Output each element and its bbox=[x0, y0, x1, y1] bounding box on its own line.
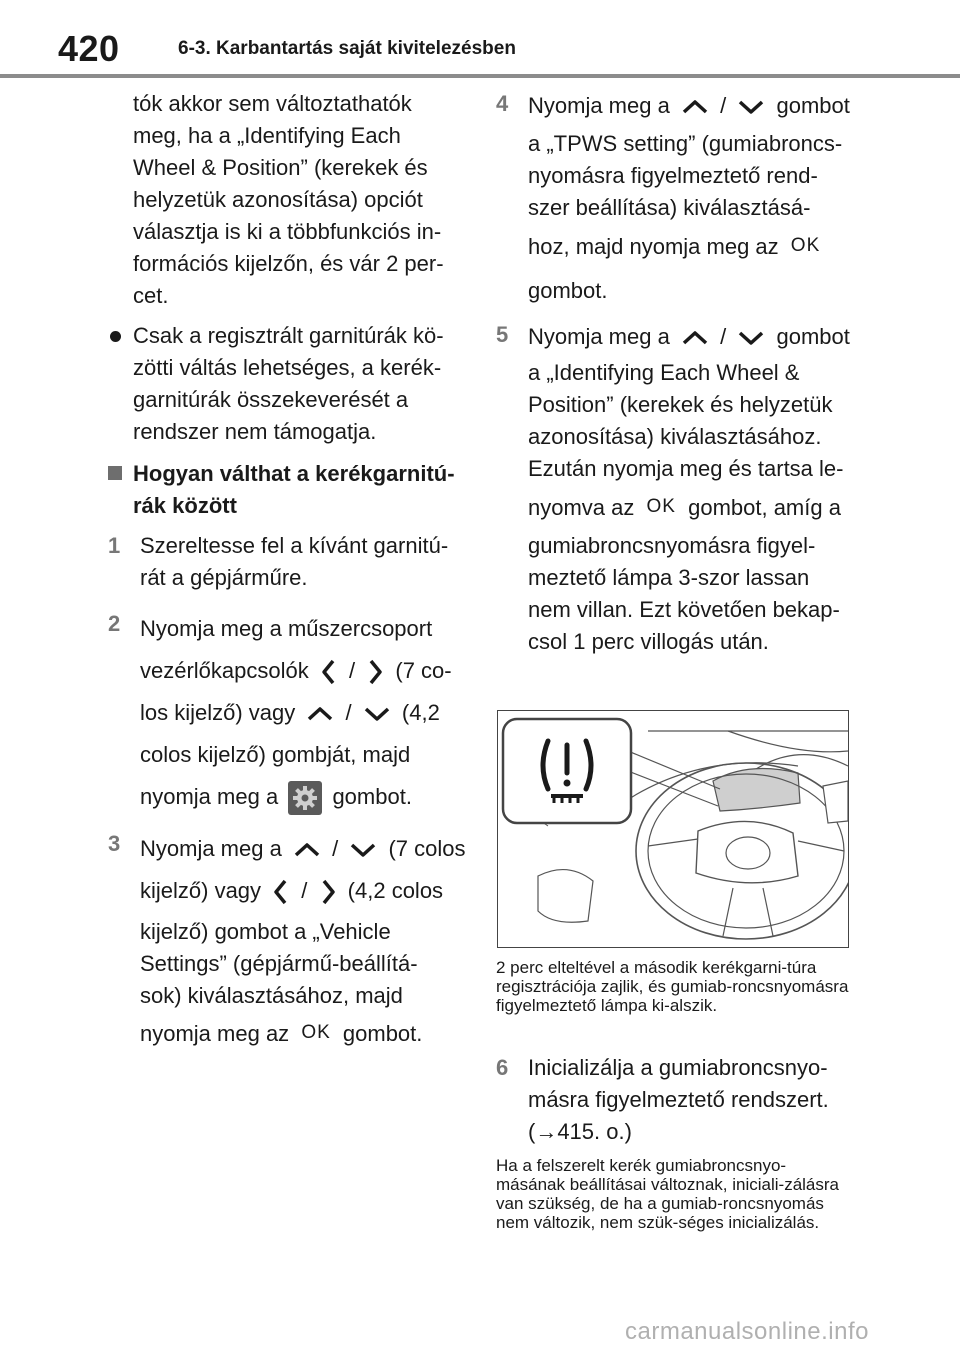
text-line: másra figyelmeztető rendszert. bbox=[528, 1087, 829, 1112]
step-2 bbox=[108, 608, 468, 818]
watermark: carmanualsonline.info bbox=[625, 1318, 869, 1345]
text-line bbox=[528, 269, 856, 313]
text-fragment: (7 colos bbox=[388, 836, 466, 861]
text-fragment: gombot bbox=[776, 324, 850, 349]
settings-gear-icon bbox=[288, 781, 322, 815]
text-fragment: gombot. bbox=[528, 278, 608, 303]
text-line: cet. bbox=[133, 283, 169, 308]
step-number: 4 bbox=[496, 91, 509, 116]
text-line: Ezután nyomja meg és tartsa le- bbox=[528, 456, 844, 481]
text-fragment: Nyomja meg a bbox=[140, 836, 282, 861]
intro-paragraph bbox=[108, 88, 468, 312]
text-line: helyzetük azonosítása) opciót bbox=[133, 187, 423, 212]
text-fragment: hoz, majd nyomja meg az bbox=[528, 234, 779, 259]
text-line: formációs kijelzőn, és vár 2 per- bbox=[133, 251, 444, 276]
step-1 bbox=[108, 530, 468, 594]
slash: / bbox=[345, 700, 352, 725]
text-fragment: nyomja meg a bbox=[140, 784, 279, 809]
text-line bbox=[528, 485, 856, 530]
text-line: választja is ki a többfunkciós in- bbox=[133, 219, 442, 244]
text-fragment: vezérlőkapcsolók bbox=[140, 658, 309, 683]
text-line: gumiabroncsnyomásra figyel- bbox=[528, 533, 816, 558]
text-line: rát a gépjárműre. bbox=[140, 565, 308, 590]
section-title: 6-3. Karbantartás saját kivitelezésben bbox=[178, 38, 516, 59]
text-fragment: los kijelző) vagy bbox=[140, 700, 296, 725]
text-line: Inicializálja a gumiabroncsnyo- bbox=[528, 1055, 828, 1080]
bullet-item bbox=[108, 320, 468, 448]
text-line: colos kijelző) gombját, majd bbox=[140, 742, 411, 767]
text-line: a „Identifying Each Wheel & bbox=[528, 360, 800, 385]
header-divider bbox=[0, 74, 960, 78]
chevron-right-icon bbox=[365, 657, 385, 687]
text-fragment: gombot bbox=[776, 93, 850, 118]
text-line: Szereltesse fel a kívánt garnitú- bbox=[140, 533, 449, 558]
step-number: 3 bbox=[108, 831, 121, 856]
chevron-left-icon bbox=[271, 877, 291, 907]
text-line bbox=[140, 828, 468, 870]
text-fragment: (4,2 colos bbox=[347, 878, 444, 903]
text-line: Settings” (gépjármű-beállítá- bbox=[140, 951, 418, 976]
text-line: csol 1 perc villogás után. bbox=[528, 629, 769, 654]
page-header bbox=[0, 0, 960, 80]
figure-caption: 2 perc elteltével a második kerékgarni-túra regisztrációja zajlik, és gumiab-roncsnyomásra figyelmeztető lámpa ki-alszik. bbox=[496, 958, 849, 1015]
text-line bbox=[140, 1012, 468, 1055]
subheading-line: rák között bbox=[133, 493, 237, 518]
text-line: rendszer nem támogatja. bbox=[133, 419, 377, 444]
text-line bbox=[140, 692, 468, 734]
slash: / bbox=[720, 324, 727, 349]
text-line: nem villan. Ezt követően bekap- bbox=[528, 597, 840, 622]
ok-button-icon: OK bbox=[646, 496, 676, 517]
step-number: 6 bbox=[496, 1055, 509, 1080]
chevron-up-icon bbox=[292, 840, 322, 860]
text-line: (→415. o.) bbox=[528, 1119, 632, 1144]
chevron-down-icon bbox=[362, 704, 392, 724]
text-line: meztető lámpa 3-szor lassan bbox=[528, 565, 810, 590]
text-line: sok) kiválasztásához, majd bbox=[140, 983, 403, 1008]
left-column bbox=[108, 88, 468, 1055]
text-line bbox=[140, 870, 468, 912]
text-line: Wheel & Position” (kerekek és bbox=[133, 155, 428, 180]
text-fragment: nyomva az bbox=[528, 495, 635, 520]
chevron-down-icon bbox=[736, 328, 766, 348]
text-line bbox=[140, 650, 468, 692]
text-line: nyomásra figyelmeztető rend- bbox=[528, 163, 818, 188]
step-number: 1 bbox=[108, 533, 121, 558]
text-line bbox=[528, 224, 856, 269]
step-5 bbox=[496, 319, 856, 658]
subheading bbox=[108, 458, 468, 522]
chevron-down-icon bbox=[736, 97, 766, 117]
subheading-line: Hogyan válthat a kerékgarnitú- bbox=[133, 461, 455, 486]
chevron-left-icon bbox=[319, 657, 339, 687]
page-number: 420 bbox=[58, 28, 120, 69]
text-fragment: Nyomja meg a bbox=[528, 93, 670, 118]
text-fragment: (7 co- bbox=[395, 658, 452, 683]
text-line: garnitúrák összekeverését a bbox=[133, 387, 409, 412]
chevron-down-icon bbox=[348, 840, 378, 860]
text-fragment: kijelző) vagy bbox=[140, 878, 262, 903]
text-fragment: (4,2 bbox=[401, 700, 440, 725]
chevron-up-icon bbox=[305, 704, 335, 724]
bullet-dot bbox=[110, 331, 121, 342]
step-number: 5 bbox=[496, 322, 509, 347]
slash: / bbox=[332, 836, 339, 861]
slash: / bbox=[301, 878, 308, 903]
text-line: Position” (kerekek és helyzetük bbox=[528, 392, 833, 417]
text-line bbox=[528, 88, 856, 124]
slash: / bbox=[349, 658, 356, 683]
text-line: szer beállítása) kiválasztásá- bbox=[528, 195, 811, 220]
text-line: tók akkor sem változtathatók bbox=[133, 91, 412, 116]
step-3 bbox=[108, 828, 468, 1055]
chevron-up-icon bbox=[680, 97, 710, 117]
dashboard-illustration bbox=[497, 710, 849, 948]
text-fragment: gombot. bbox=[342, 1021, 423, 1046]
step-6 bbox=[496, 1052, 852, 1148]
text-fragment: Nyomja meg a bbox=[528, 324, 670, 349]
ok-button-icon: OK bbox=[301, 1022, 331, 1043]
slash: / bbox=[720, 93, 727, 118]
text-fragment: gombot. bbox=[332, 784, 412, 809]
note-text: Ha a felszerelt kerék gumiabroncsnyo-másának beállításai változnak, iniciali-zálásra van szükség, de ha a gumiab-roncsnyomás nem változik, nem szük-séges inicializálás. bbox=[496, 1156, 839, 1232]
text-line: Csak a regisztrált garnitúrák kö- bbox=[133, 323, 444, 348]
ok-button-icon: OK bbox=[790, 235, 821, 256]
text-line bbox=[140, 776, 468, 818]
text-line bbox=[528, 319, 856, 355]
text-line: kijelző) gombot a „Vehicle bbox=[140, 919, 391, 944]
step-number: 2 bbox=[108, 611, 121, 636]
text-line: a „TPWS setting” (gumiabroncs- bbox=[528, 131, 843, 156]
chevron-up-icon bbox=[680, 328, 710, 348]
step-4 bbox=[496, 88, 856, 313]
text-line: azonosítása) kiválasztásához. bbox=[528, 424, 822, 449]
right-column bbox=[496, 88, 856, 658]
chevron-right-icon bbox=[318, 877, 338, 907]
text-line: zötti váltás lehetséges, a kerék- bbox=[133, 355, 442, 380]
text-line: meg, ha a „Identifying Each bbox=[133, 123, 401, 148]
text-line: Nyomja meg a műszercsoport bbox=[140, 616, 433, 641]
text-fragment: gombot, amíg a bbox=[688, 495, 841, 520]
step-6-body bbox=[496, 1052, 852, 1148]
subheading-marker bbox=[108, 466, 122, 480]
text-fragment: nyomja meg az bbox=[140, 1021, 290, 1046]
